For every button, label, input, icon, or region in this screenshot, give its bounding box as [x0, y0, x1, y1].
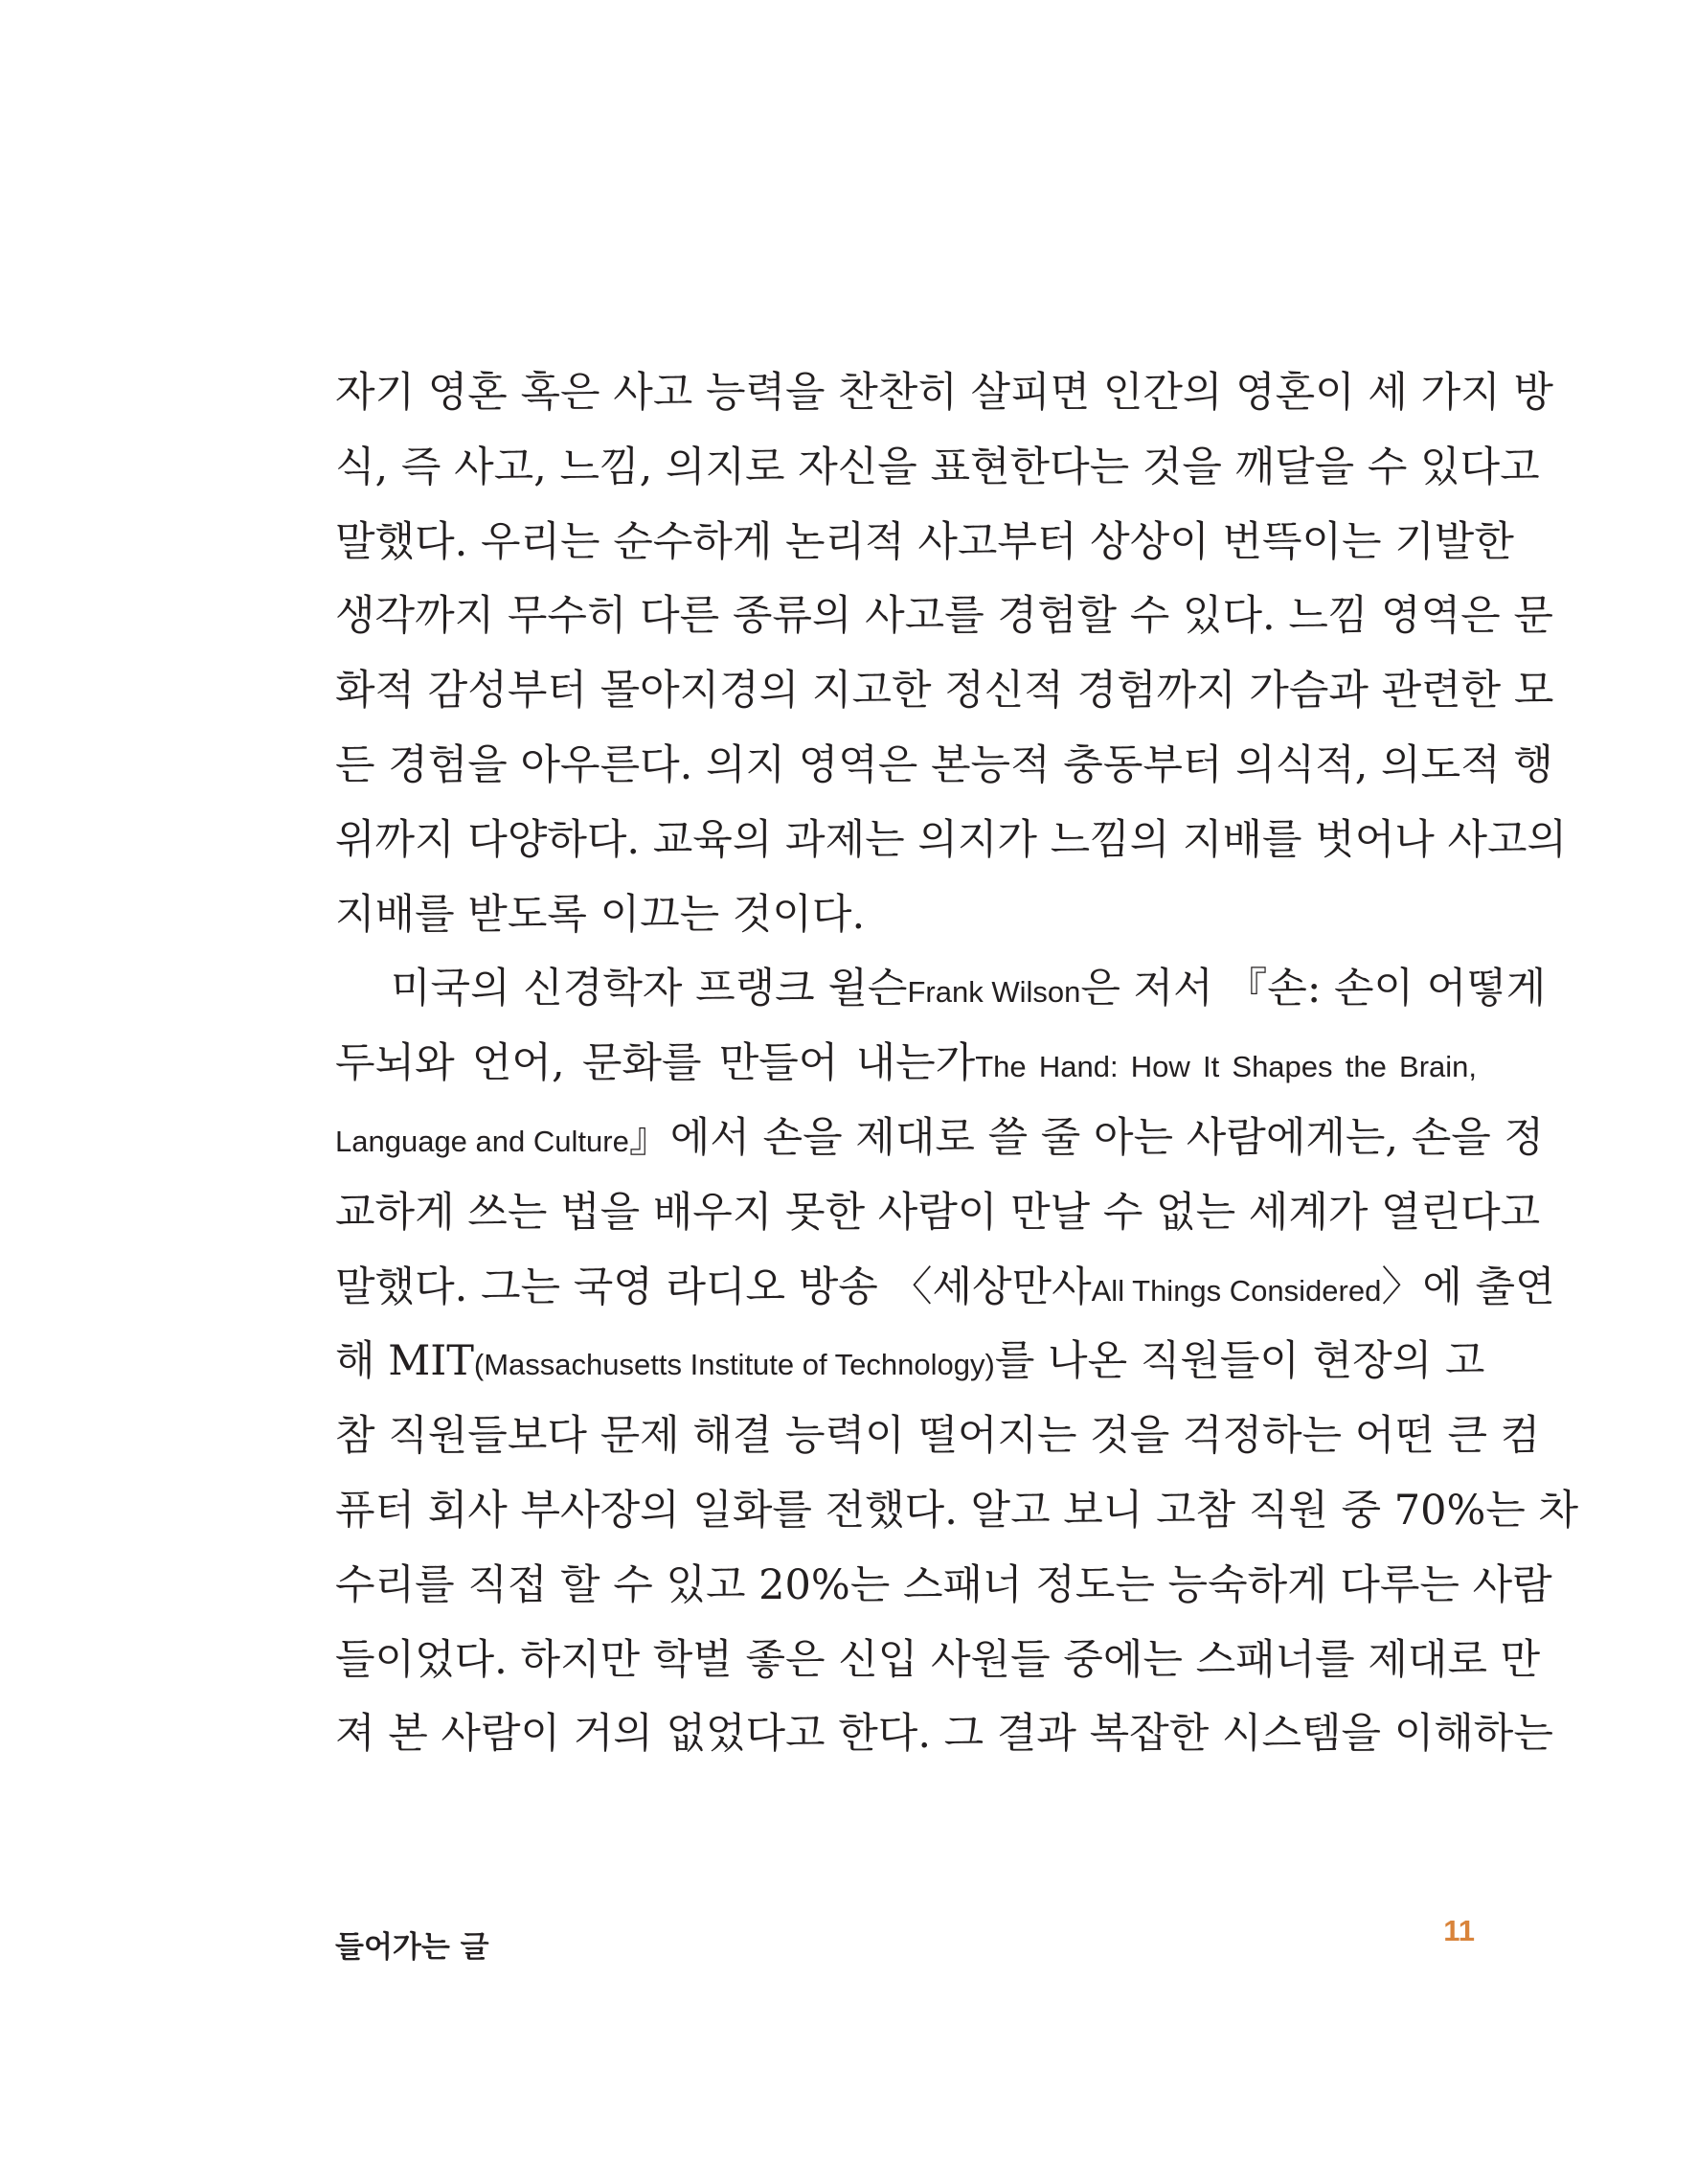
text-line: 참 직원들보다 문제 해결 능력이 떨어지는 것을 걱정하는 어떤 큰 컴 — [335, 1412, 1541, 1461]
text-segment: 두뇌와 언어, 문화를 만들어 내는가 — [335, 1039, 976, 1088]
english-institution-name: (Massachusetts Institute of Technology) — [473, 1348, 995, 1382]
text-line: 퓨터 회사 부사장의 일화를 전했다. 알고 보니 고참 직원 중 70%는 차 — [335, 1486, 1579, 1535]
text-line: 생각까지 무수히 다른 종류의 사고를 경험할 수 있다. 느낌 영역은 문 — [335, 592, 1553, 641]
text-segment: 말했다. 그는 국영 라디오 방송 〈세상만사 — [335, 1263, 1092, 1311]
text-line: 자기 영혼 혹은 사고 능력을 찬찬히 살피면 인간의 영혼이 세 가지 방 — [335, 369, 1553, 417]
text-segment: 해 MIT — [335, 1337, 474, 1386]
text-segment: 를 나온 직원들이 현장의 고 — [994, 1337, 1485, 1386]
text-segment: 』에서 손을 제대로 쓸 줄 아는 사람에게는, 손을 정 — [628, 1113, 1545, 1162]
page-number: 11 — [1443, 1914, 1475, 1947]
text-line: 위까지 다양하다. 교육의 과제는 의지가 느낌의 지배를 벗어나 사고의 — [335, 815, 1568, 864]
english-title: Language and Culture — [335, 1124, 629, 1158]
english-name: Frank Wilson — [907, 975, 1081, 1010]
body-text — [335, 356, 1579, 1772]
text-segment: 미국의 신경학자 프랭크 윌슨 — [391, 965, 908, 1013]
text-line — [335, 1102, 1545, 1176]
text-line — [335, 1027, 1477, 1102]
text-line: 수리를 직접 할 수 있고 20%는 스패너 정도는 능숙하게 다루는 사람 — [335, 1560, 1552, 1609]
text-line — [335, 1325, 1485, 1399]
text-line: 들이었다. 하지만 학벌 좋은 신입 사원들 중에는 스패너를 제대로 만 — [335, 1635, 1541, 1684]
english-title: The Hand: How It Shapes the Brain, — [975, 1050, 1477, 1084]
text-line: 져 본 사람이 거의 없었다고 한다. 그 결과 복잡한 시스템을 이해하는 — [335, 1710, 1553, 1759]
english-program-name: All Things Considered — [1091, 1273, 1382, 1308]
text-line — [335, 1251, 1555, 1326]
text-segment: 〉에 출연 — [1381, 1263, 1555, 1311]
text-line: 식, 즉 사고, 느낌, 의지로 자신을 표현한다는 것을 깨달을 수 있다고 — [335, 443, 1540, 491]
text-line: 든 경험을 아우른다. 의지 영역은 본능적 충동부터 의식적, 의도적 행 — [335, 740, 1553, 789]
text-line: 지배를 받도록 이끄는 것이다. — [335, 890, 866, 939]
running-footer-title: 들어가는 글 — [335, 1930, 489, 1965]
text-line: 교하게 쓰는 법을 배우지 못한 사람이 만날 수 없는 세계가 열린다고 — [335, 1188, 1541, 1237]
text-line: 화적 감성부터 몰아지경의 지고한 정신적 경험까지 가슴과 관련한 모 — [335, 667, 1554, 716]
text-line — [335, 952, 1547, 1027]
text-segment: 은 저서 『손: 손이 어떻게 — [1080, 965, 1547, 1013]
text-line: 말했다. 우리는 순수하게 논리적 사고부터 상상이 번뜩이는 기발한 — [335, 517, 1514, 566]
